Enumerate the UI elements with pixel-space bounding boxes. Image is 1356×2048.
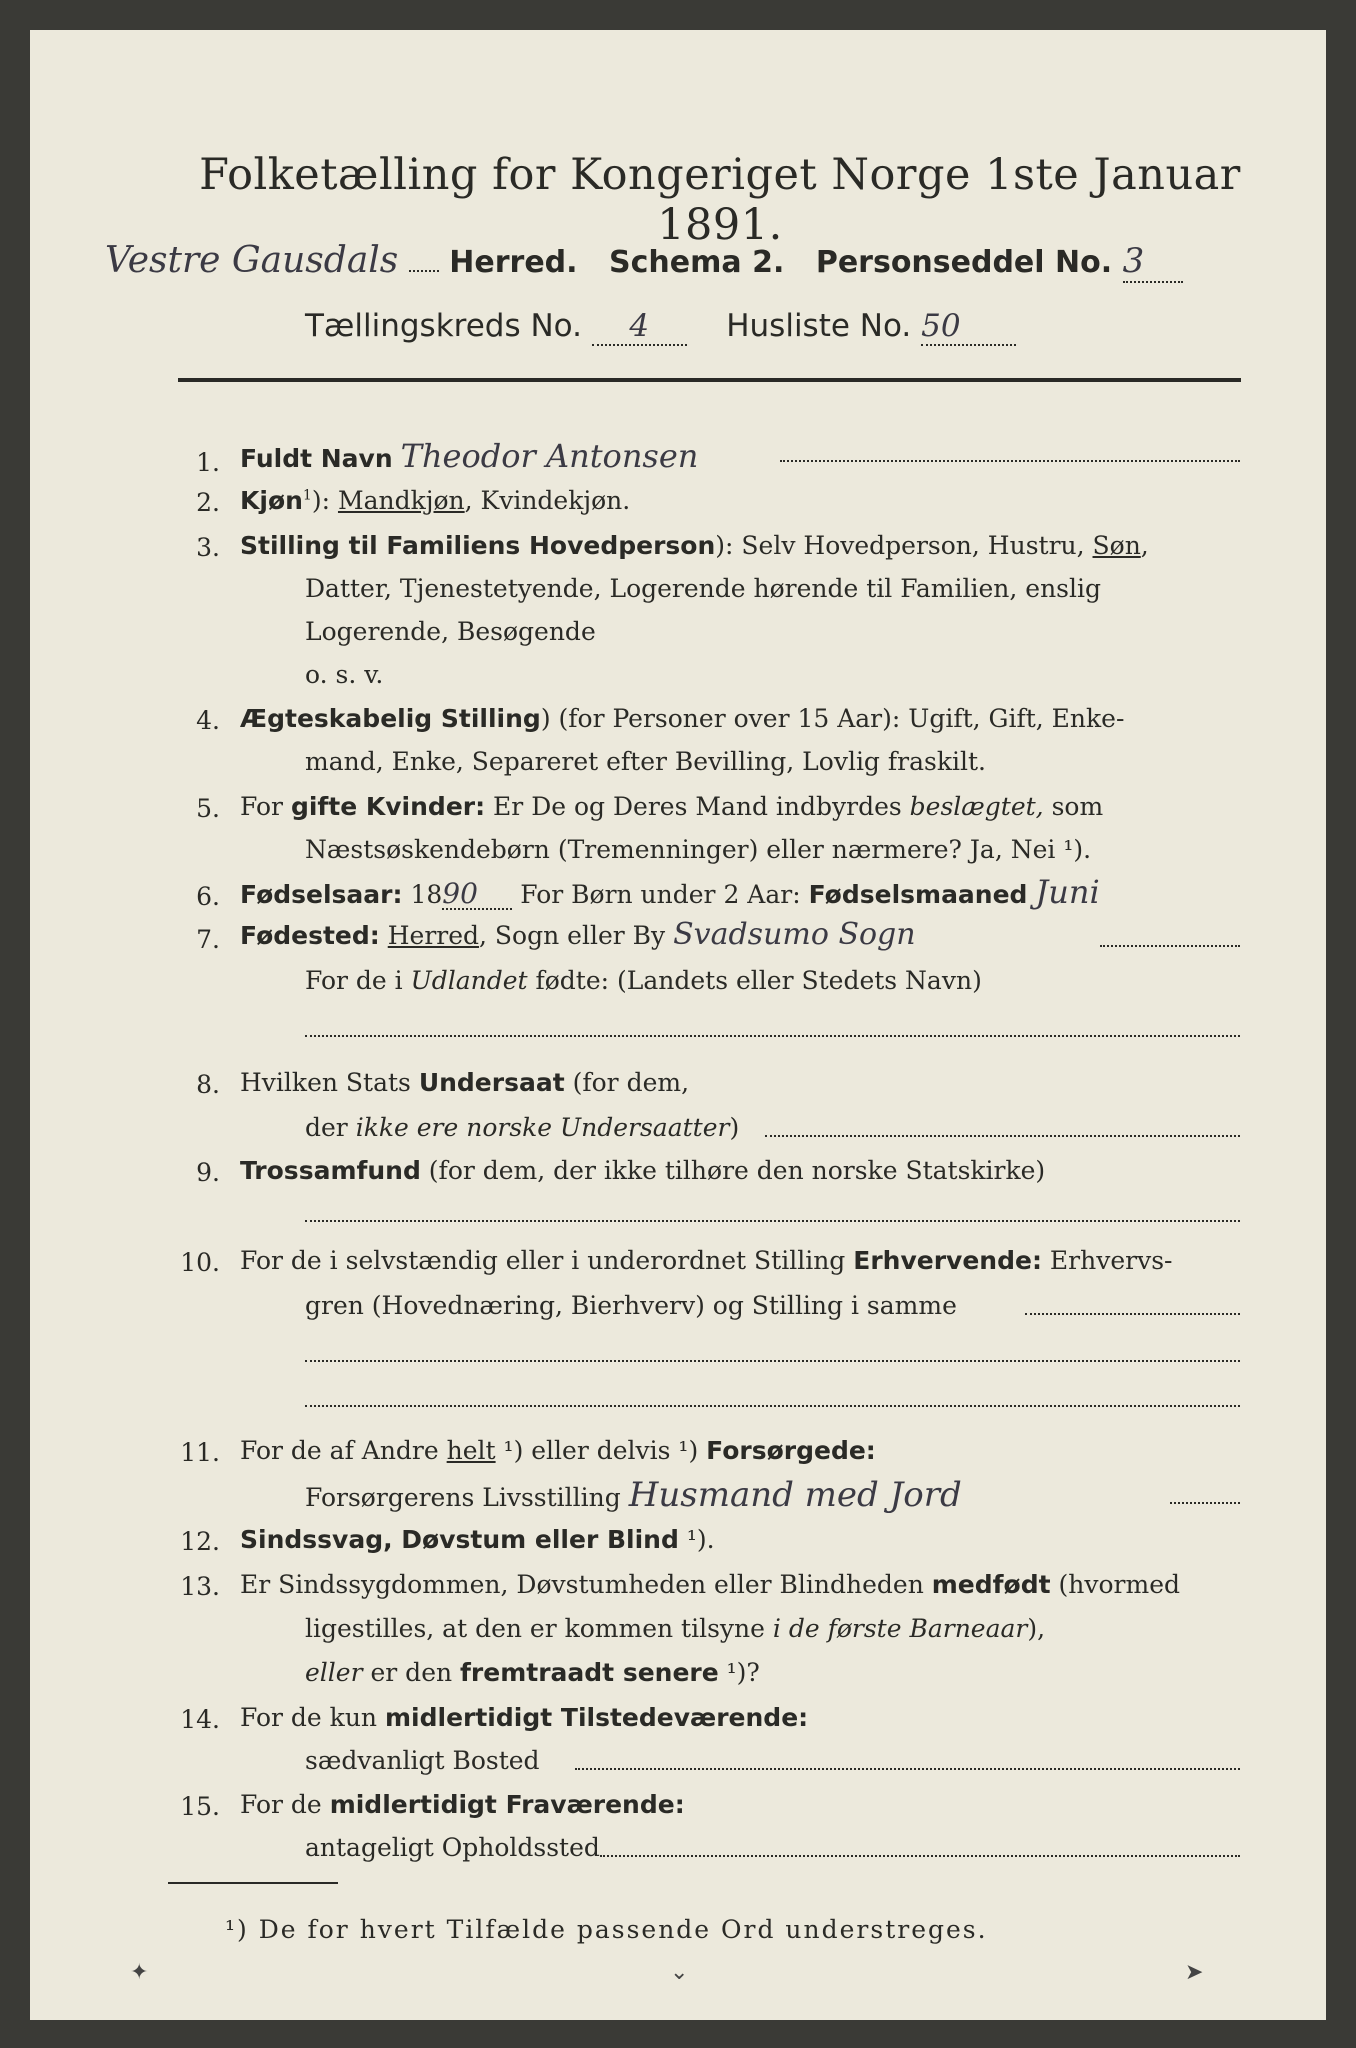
item-number: 4.: [196, 706, 220, 735]
item-number: 11.: [180, 1438, 220, 1467]
disability-label: Sindssvag, Døvstum eller Blind: [240, 1525, 679, 1554]
birth-year-label: Fødselsaar:: [240, 880, 403, 909]
married-women-label: gifte Kvinder:: [290, 792, 486, 821]
footnote-ref: 1: [302, 487, 312, 504]
footnote-rule: [168, 1882, 338, 1884]
birthplace-dotline: [1100, 945, 1240, 947]
abroad-term: Udlandet: [410, 966, 528, 995]
item-number: 9.: [196, 1158, 220, 1187]
text: (hvormed: [1050, 1570, 1180, 1599]
item-number: 6.: [196, 882, 220, 911]
fully-supported-option: helt: [446, 1436, 496, 1465]
census-form-page: [30, 30, 1326, 2020]
husliste-number: 50: [921, 308, 1016, 346]
item-number: 3.: [196, 533, 220, 562]
citizenship-dotline: [765, 1135, 1240, 1137]
schema-label: Schema 2.: [609, 245, 785, 280]
religion-text: (for dem, der ikke tilhøre den norske Statskirke): [420, 1156, 1046, 1185]
family-position-options: ): Selv Hovedperson, Hustru,: [715, 531, 1093, 560]
religion-dotline: [305, 1220, 1240, 1222]
item-12-disability: [240, 1527, 715, 1552]
text: der: [305, 1113, 356, 1142]
item-2-gender: [240, 488, 630, 513]
gender-option-male: Mandkjøn: [337, 486, 465, 515]
item-number: 12.: [180, 1527, 220, 1556]
text: ¹).: [678, 1525, 715, 1554]
personseddel-label: Personseddel No.: [815, 245, 1113, 280]
family-position-selected: Søn: [1092, 531, 1141, 560]
item-number: 8.: [196, 1070, 220, 1099]
item-3-family-position: [240, 533, 1149, 558]
comma: ,: [1140, 531, 1149, 560]
form-title: Folketælling for Kongeriget Norge 1ste Januar 1891.: [199, 150, 1241, 250]
provider-occupation-label: Forsørgerens Livsstilling: [305, 1483, 621, 1512]
occupation-dotline-3: [305, 1405, 1240, 1407]
marital-status-label: Ægteskabelig Stilling: [240, 704, 541, 733]
item-number: 10.: [180, 1248, 220, 1277]
dotted-leader: [409, 270, 439, 272]
family-position-line-3: Logerende, Besøgende: [305, 617, 596, 646]
husliste-label: Husliste No.: [726, 308, 912, 344]
provider-dotline: [1170, 1502, 1240, 1504]
footnote: ¹) De for hvert Tilfælde passende Ord understreges.: [225, 1915, 988, 1944]
gender-label: Kjøn: [240, 486, 303, 515]
family-position-line-4: o. s. v.: [305, 660, 384, 689]
family-position-label: Stilling til Familiens Hovedperson: [240, 531, 716, 560]
item-number: 1.: [196, 448, 220, 477]
text: ¹) eller delvis ¹): [495, 1436, 707, 1465]
occupation-dotline-1: [1025, 1313, 1240, 1315]
text: ¹)?: [718, 1658, 760, 1687]
provider-occupation-line: [305, 1475, 962, 1515]
text: fødte: (Landets eller Stedets Navn): [527, 966, 982, 995]
personseddel-number: 3: [1123, 241, 1183, 283]
item-number: 14.: [180, 1705, 220, 1734]
congenital-label: medfødt: [931, 1570, 1051, 1599]
item-14-temporary-present: [240, 1705, 808, 1730]
later-onset-label: fremtraadt senere: [460, 1658, 719, 1687]
item-11-dependents: [240, 1438, 876, 1463]
married-women-line-2: Næstsøskendebørn (Tremenninger) eller nærmere? Ja, Nei ¹).: [305, 835, 1092, 864]
item-1-full-name: [240, 437, 699, 475]
header-rule: [178, 378, 1241, 382]
text: ligestilles, at den er kommen tilsyne: [305, 1614, 773, 1643]
full-name-value: Theodor Antonsen: [400, 437, 699, 475]
header-line-kreds: [305, 308, 1016, 346]
usual-residence-label: sædvanligt Bosted: [305, 1746, 540, 1775]
related-term: beslægtet,: [909, 792, 1044, 821]
kreds-label: Tællingskreds No.: [305, 308, 582, 344]
dependents-label: Forsørgede:: [706, 1436, 876, 1465]
birth-year-value: 90: [442, 880, 512, 910]
item-10-occupation: [240, 1248, 1172, 1273]
citizenship-label: Undersaat: [418, 1068, 565, 1097]
marital-status-options: ) (for Personer over 15 Aar): Ugift, Gift, Enke-: [540, 704, 1125, 733]
item-13-congenital: [240, 1572, 1180, 1597]
abroad-born-line: [305, 968, 982, 993]
usual-residence-dotline: [575, 1768, 1240, 1770]
kreds-number: 4: [592, 308, 687, 346]
text: ): [729, 1113, 740, 1142]
probable-stay-dotline: [600, 1855, 1240, 1857]
birth-month-value: Juni: [1035, 873, 1100, 911]
registration-mark-icon: ➤: [1185, 1960, 1204, 1985]
item-number: 7.: [196, 925, 220, 954]
registration-mark-icon: ⌄: [670, 1960, 689, 1985]
temporary-present-label: midlertidigt Tilstedeværende:: [384, 1703, 809, 1732]
citizenship-line-2: [305, 1115, 739, 1140]
non-norwegian-term: ikke ere norske Undersaatter: [355, 1113, 730, 1142]
item-6-birth-year: [240, 873, 1100, 911]
occupation-label: Erhvervende:: [853, 1246, 1042, 1275]
early-years-term: i de første Barneaar: [772, 1614, 1028, 1643]
item-8-citizenship: [240, 1070, 689, 1095]
or-term: eller: [305, 1658, 363, 1687]
item-5-married-women: [240, 794, 1103, 819]
text: er den: [362, 1658, 461, 1687]
family-position-line-2: Datter, Tjenestetyende, Logerende hørende til Familien, enslig: [305, 574, 1102, 603]
provider-occupation-value: Husmand med Jord: [628, 1475, 962, 1515]
herred-handwritten: Vestre Gausdals: [105, 240, 399, 281]
item-number: 15.: [180, 1792, 220, 1821]
occupation-line-2: gren (Hovednæring, Bierhverv) og Stilling i samme: [305, 1291, 957, 1320]
registration-mark-icon: ✦: [130, 1960, 149, 1985]
birth-year-prefix: 18: [402, 880, 443, 909]
gender-option-female: , Kvindekjøn.: [464, 486, 631, 515]
header-line-herred: [105, 240, 1183, 283]
occupation-dotline-2: [305, 1360, 1240, 1362]
marital-status-line-2: mand, Enke, Separeret efter Bevilling, Lovlig fraskilt.: [305, 747, 986, 776]
item-number: 13.: [180, 1572, 220, 1601]
text: For de i selvstændig eller i underordnet Stilling: [240, 1246, 854, 1275]
congenital-line-2: [305, 1616, 1045, 1641]
text: Erhvervs-: [1041, 1246, 1173, 1275]
item-9-religion: [240, 1158, 1045, 1183]
item-number: 2.: [196, 488, 220, 517]
text: For de i: [305, 966, 411, 995]
text: For de kun: [240, 1703, 385, 1732]
text: (for dem,: [564, 1068, 690, 1097]
full-name-label: Fuldt Navn: [240, 444, 393, 473]
birthplace-herred: Herred: [387, 921, 480, 950]
text: For de: [240, 1790, 330, 1819]
text: Er Sindssygdommen, Døvstumheden eller Blindheden: [240, 1570, 932, 1599]
birth-month-label: Fødselsmaaned: [808, 880, 1028, 909]
religion-label: Trossamfund: [240, 1156, 421, 1185]
full-name-dotline: [780, 460, 1240, 462]
text: For Børn under 2 Aar:: [512, 880, 809, 909]
abroad-dotline: [305, 1035, 1240, 1037]
item-number: 5.: [196, 794, 220, 823]
probable-stay-label: antageligt Opholdssted: [305, 1833, 600, 1862]
text: For de af Andre: [240, 1436, 447, 1465]
birthplace-options: , Sogn eller By: [479, 921, 666, 950]
text: Hvilken Stats: [240, 1068, 419, 1097]
item-15-temporary-absent: [240, 1792, 685, 1817]
text: For: [240, 792, 291, 821]
text: som: [1043, 792, 1104, 821]
item-7-birthplace: [240, 917, 916, 952]
congenital-line-3: [305, 1660, 760, 1685]
birthplace-label: Fødested:: [240, 921, 380, 950]
temporary-absent-label: midlertidigt Fraværende:: [329, 1790, 685, 1819]
herred-label: Herred.: [449, 245, 578, 280]
birthplace-value: Svadsumo Sogn: [673, 917, 916, 952]
gender-separator: ):: [311, 486, 338, 515]
text: Er De og Deres Mand indbyrdes: [485, 792, 910, 821]
item-4-marital-status: [240, 706, 1124, 731]
text: ),: [1027, 1614, 1046, 1643]
